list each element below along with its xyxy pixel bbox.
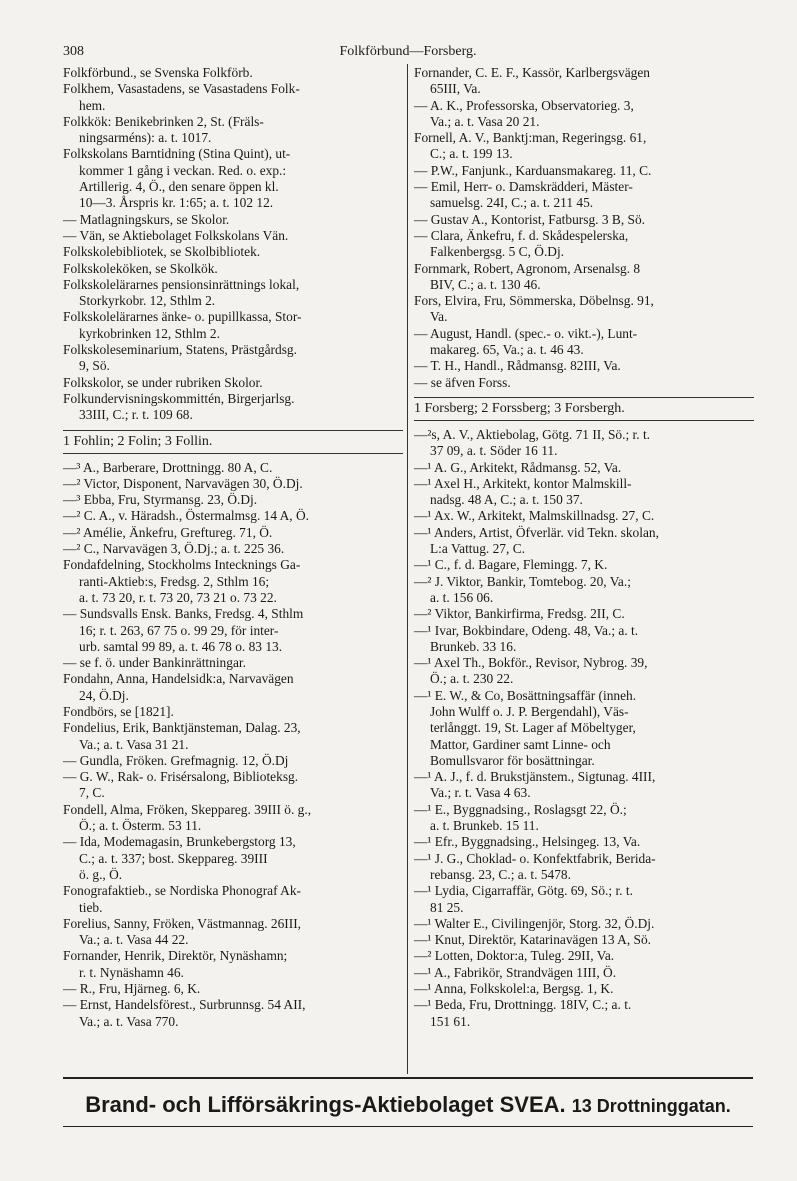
entry-continuation: terlånggt. 19, St. Lager af Möbeltyger,: [430, 720, 636, 736]
directory-entry: Fornmark, Robert, Agronom, Arsenalsg. 8: [414, 260, 641, 276]
right-column: [414, 65, 754, 1030]
directory-entry: —² J. Viktor, Bankir, Tomtebog. 20, Va.;: [414, 573, 631, 589]
entry-continuation: Bomullsvaror för bosättningar.: [430, 752, 595, 768]
directory-entry: —¹ C., f. d. Bagare, Flemingg. 7, K.: [414, 557, 608, 573]
page-header: [63, 44, 753, 64]
directory-entry: —¹ Ax. W., Arkitekt, Malmskillnadsg. 27, C.: [414, 508, 655, 524]
advertisement-address: 13 Drottninggatan.: [571, 1096, 731, 1116]
entry-continuation: 24, Ö.Dj.: [79, 687, 129, 703]
directory-entry: —¹ A. G., Arkitekt, Rådmansg. 52, Va.: [414, 459, 622, 475]
entry-continuation: kommer 1 gång i veckan. Red. o. exp.:: [79, 162, 287, 178]
entry-continuation: Va.; a. t. Vasa 31 21.: [79, 736, 189, 752]
directory-entry: — Gustav A., Kontorist, Fatbursg. 3 B, Sö.: [414, 211, 646, 227]
directory-entry: — se äfven Forss.: [414, 374, 511, 390]
entry-continuation: a. t. Brunkeb. 15 11.: [430, 818, 539, 834]
entry-continuation: C.; a. t. 199 13.: [430, 146, 513, 162]
directory-entry: — R., Fru, Hjärneg. 6, K.: [63, 981, 201, 997]
directory-entry: Fornander, Henrik, Direktör, Nynäshamn;: [63, 948, 288, 964]
directory-entry: Folkskolelärarnes änke- o. pupillkassa, Stor-: [63, 309, 302, 325]
entry-continuation: Brunkeb. 33 16.: [430, 638, 517, 654]
column-divider: [407, 64, 408, 1074]
directory-entry: —¹ Axel H., Arkitekt, kontor Malmskill-: [414, 475, 632, 491]
directory-entry: —¹ Beda, Fru, Drottningg. 18IV, C.; a. t.: [414, 997, 632, 1013]
directory-entry: Folkundervisningskommittén, Birgerjarlsg.: [63, 390, 295, 406]
entry-continuation: 151 61.: [430, 1013, 471, 1029]
directory-entry: —³ Ebba, Fru, Styrmansg. 23, Ö.Dj.: [63, 492, 258, 508]
directory-entry: —¹ J. G., Choklad- o. Konfektfabrik, Berida-: [414, 850, 656, 866]
directory-entry: —¹ A. J., f. d. Brukstjänstem., Sigtunag. 4III,: [414, 769, 656, 785]
entry-continuation: 7, C.: [79, 785, 105, 801]
entry-continuation: a. t. 73 20, r. t. 73 20, 73 21 o. 73 22.: [79, 589, 277, 605]
directory-entry: Folkförbund., se Svenska Folkförb.: [63, 65, 253, 80]
entry-continuation: ö. g., Ö.: [79, 866, 123, 882]
entry-continuation: ranti-Aktieb:s, Fredsg. 2, Sthlm 16;: [79, 573, 270, 589]
entry-continuation: 65III, Va.: [430, 81, 481, 97]
entry-continuation: Ö.; a. t. Österm. 53 11.: [79, 818, 202, 834]
directory-entry: Fonografaktieb., se Nordiska Phonograf Ak-: [63, 883, 302, 899]
directory-entry: Folkkök: Benikebrinken 2, St. (Fräls-: [63, 113, 264, 129]
directory-entry: —¹ Knut, Direktör, Katarinavägen 13 A, Sö.: [414, 932, 652, 948]
directory-entry: — Sundsvalls Ensk. Banks, Fredsg. 4, Sthlm: [63, 606, 304, 622]
directory-entry: —³ A., Barberare, Drottningg. 80 A, C.: [63, 459, 273, 475]
directory-entry: —²s, A. V., Aktiebolag, Götg. 71 II, Sö.; r. t.: [414, 426, 651, 442]
entry-continuation: Va.: [430, 309, 448, 325]
advertisement-main: Brand- och Lifförsäkrings-Aktiebolaget SVEA.: [85, 1092, 566, 1117]
directory-entry: Folkhem, Vasastadens, se Vasastadens Folk-: [63, 81, 300, 97]
directory-entry: —¹ Anna, Folkskolel:a, Bergsg. 1, K.: [414, 981, 614, 997]
directory-entry: —² Lotten, Doktor:a, Tuleg. 29II, Va.: [414, 948, 615, 964]
entry-continuation: C.; a. t. 337; bost. Skeppareg. 39III: [79, 850, 268, 866]
directory-entry: Fornander, C. E. F., Kassör, Karlbergsvägen: [414, 65, 650, 80]
directory-entry: Fondbörs, se [1821].: [63, 703, 174, 719]
directory-entry: —² C., Narvavägen 3, Ö.Dj.; a. t. 225 36.: [63, 541, 285, 557]
advertisement: [63, 1085, 753, 1125]
entry-continuation: Va.; a. t. Vasa 44 22.: [79, 932, 189, 948]
directory-entry: — Clara, Änkefru, f. d. Skådespelerska,: [414, 227, 629, 243]
entry-continuation: nadsg. 48 A, C.; a. t. 150 37.: [430, 492, 583, 508]
footer-rule-bottom: [63, 1126, 753, 1127]
directory-entry: Fornell, A. V., Banktj:man, Regeringsg. 61,: [414, 130, 647, 146]
directory-entry: — P.W., Fanjunk., Karduansmakareg. 11, C.: [414, 162, 652, 178]
entry-continuation: 81 25.: [430, 899, 464, 915]
directory-entry: Fondelius, Erik, Banktjänsteman, Dalag. 23,: [63, 720, 301, 736]
entry-continuation: 37 09, a. t. Söder 16 11.: [430, 443, 558, 459]
entry-continuation: Va.; a. t. Vasa 20 21.: [430, 113, 540, 129]
directory-entry: — Ida, Modemagasin, Brunkebergstorg 13,: [63, 834, 296, 850]
section-heading: 1 Fohlin; 2 Folin; 3 Follin.: [63, 430, 403, 454]
entry-continuation: r. t. Nynäshamn 46.: [79, 964, 184, 980]
directory-entry: —¹ Axel Th., Bokför., Revisor, Nybrog. 39,: [414, 655, 648, 671]
directory-entry: — G. W., Rak- o. Frisérsalong, Biblioteksg.: [63, 769, 299, 785]
directory-entry: — Matlagningskurs, se Skolor.: [63, 211, 230, 227]
entry-continuation: Mattor, Gardiner samt Linne- och: [430, 736, 611, 752]
entry-continuation: Falkenbergsg. 5 C, Ö.Dj.: [430, 244, 565, 260]
directory-entry: —¹ E. W., & Co, Bosättningsaffär (inneh.: [414, 687, 637, 703]
directory-entry: Fondell, Alma, Fröken, Skeppareg. 39III ö. g.,: [63, 801, 312, 817]
entry-continuation: Storkyrkobr. 12, Sthlm 2.: [79, 293, 216, 309]
directory-entry: Fondafdelning, Stockholms Intecknings Ga-: [63, 557, 301, 573]
entry-continuation: kyrkobrinken 12, Sthlm 2.: [79, 325, 220, 341]
entry-continuation: tieb.: [79, 899, 103, 915]
directory-entry: —² Amélie, Änkefru, Greftureg. 71, Ö.: [63, 524, 273, 540]
directory-entry: Folkskolor, se under rubriken Skolor.: [63, 374, 263, 390]
entry-continuation: hem.: [79, 97, 106, 113]
entry-continuation: Va.; r. t. Vasa 4 63.: [430, 785, 531, 801]
entry-continuation: ningsarméns): a. t. 1017.: [79, 130, 212, 146]
directory-entry: —¹ Ivar, Bokbindare, Odeng. 48, Va.; a. t.: [414, 622, 639, 638]
directory-entry: —¹ Walter E., Civilingenjör, Storg. 32, Ö.Dj.: [414, 915, 655, 931]
directory-entry: Folkskoleköken, se Skolkök.: [63, 260, 218, 276]
entry-continuation: Va.; a. t. Vasa 770.: [79, 1013, 179, 1029]
directory-entry: — T. H., Handl., Rådmansg. 82III, Va.: [414, 358, 621, 374]
footer-rule: [63, 1077, 753, 1079]
section-heading: 1 Forsberg; 2 Forssberg; 3 Forsbergh.: [414, 397, 754, 421]
directory-entry: Fors, Elvira, Fru, Sömmerska, Döbelnsg. 91,: [414, 293, 654, 309]
directory-entry: Folkskolebibliotek, se Skolbibliotek.: [63, 244, 261, 260]
directory-entry: Folkskolans Barntidning (Stina Quint), ut-: [63, 146, 291, 162]
entry-continuation: makareg. 65, Va.; a. t. 46 43.: [430, 342, 584, 358]
entry-continuation: rebansg. 23, C.; a. t. 5478.: [430, 866, 571, 882]
running-head: Folkförbund—Forsberg.: [339, 44, 477, 59]
page-number: 308: [63, 44, 84, 59]
entry-continuation: a. t. 156 06.: [430, 589, 494, 605]
directory-entry: Forelius, Sanny, Fröken, Västmannag. 26III,: [63, 915, 302, 931]
entry-continuation: Ö.; a. t. 230 22.: [430, 671, 514, 687]
entry-continuation: 10—3. Årspris kr. 1:65; a. t. 102 12.: [79, 195, 274, 211]
directory-entry: —² Victor, Disponent, Narvavägen 30, Ö.Dj.: [63, 475, 303, 491]
directory-entry: —¹ Lydia, Cigarraffär, Götg. 69, Sö.; r. t.: [414, 883, 633, 899]
entry-continuation: 16; r. t. 263, 67 75 o. 99 29, för inter-: [79, 622, 279, 638]
left-column: [63, 65, 403, 1030]
entry-continuation: urb. samtal 99 89, a. t. 46 78 o. 83 13.: [79, 638, 283, 654]
directory-entry: — A. K., Professorska, Observatorieg. 3,: [414, 97, 634, 113]
directory-entry: — Vän, se Aktiebolaget Folkskolans Vän.: [63, 227, 289, 243]
directory-entry: Fondahn, Anna, Handelsidk:a, Narvavägen: [63, 671, 294, 687]
entry-continuation: 9, Sö.: [79, 358, 110, 374]
directory-entry: —² C. A., v. Häradsh., Östermalmsg. 14 A, Ö.: [63, 508, 310, 524]
directory-entry: —² Viktor, Bankirfirma, Fredsg. 2II, C.: [414, 606, 625, 622]
directory-entry: — se f. ö. under Bankinrättningar.: [63, 655, 246, 671]
entry-continuation: samuelsg. 24I, C.; a. t. 211 45.: [430, 195, 594, 211]
directory-entry: — August, Handl. (spec.- o. vikt.-), Lunt-: [414, 325, 638, 341]
directory-entry: — Ernst, Handelsförest., Surbrunnsg. 54 AII,: [63, 997, 306, 1013]
directory-entry: Folkskoleseminarium, Statens, Prästgårdsg.: [63, 342, 297, 358]
entry-continuation: BIV, C.; a. t. 130 46.: [430, 276, 541, 292]
entry-continuation: L:a Vattug. 27, C.: [430, 541, 525, 557]
directory-entry: Folkskolelärarnes pensionsinrättnings lokal,: [63, 276, 300, 292]
directory-entry: — Gundla, Fröken. Grefmagnig. 12, Ö.Dj: [63, 752, 289, 768]
entry-continuation: John Wulff o. J. P. Bergendahl), Väs-: [430, 703, 629, 719]
directory-entry: —¹ A., Fabrikör, Strandvägen 1III, Ö.: [414, 964, 617, 980]
directory-entry: —¹ Efr., Byggnadsing., Helsingeg. 13, Va.: [414, 834, 641, 850]
directory-entry: —¹ E., Byggnadsing., Roslagsgt 22, Ö.;: [414, 801, 627, 817]
entry-continuation: 33III, C.; r. t. 109 68.: [79, 407, 193, 423]
directory-entry: —¹ Anders, Artist, Öfverlär. vid Tekn. skolan,: [414, 524, 659, 540]
entry-continuation: Artillerig. 4, Ö., den senare öppen kl.: [79, 179, 279, 195]
directory-entry: — Emil, Herr- o. Damskrädderi, Mäster-: [414, 179, 633, 195]
